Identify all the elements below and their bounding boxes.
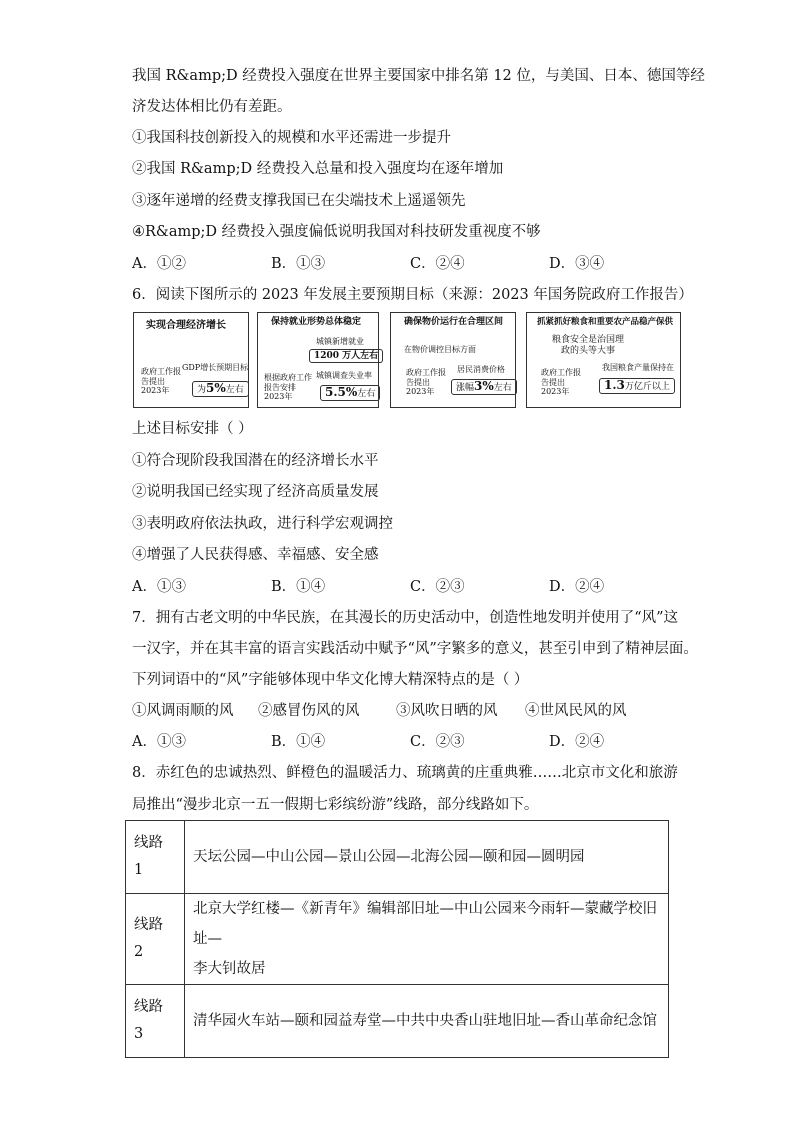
q6-after: 上述目标安排（ ） [132, 421, 253, 437]
panel-title: 实现合理经济增长 [146, 320, 226, 331]
q7-item-1: ①风调雨顺的风 [132, 703, 234, 719]
table-row [126, 985, 669, 1058]
q5-item-3: ③逐年递增的经费支撑我国已在尖端技术上遥遥领先 [132, 193, 466, 209]
panel-sub: 在物价调控目标方面 [404, 345, 476, 354]
panel-value-box-b: 5.5%左右 [320, 385, 380, 401]
panel-value-box-a: 1200 万人左右 [309, 349, 383, 363]
goal-panel-growth [133, 312, 249, 408]
panel-label-a: 城镇新增就业 [316, 337, 364, 346]
q5-option-a: A．①② [132, 256, 186, 272]
q5-option-d: D．③④ [549, 256, 605, 272]
q5-option-b: B．①③ [271, 256, 326, 272]
panel-title: 确保物价运行在合理区间 [404, 317, 504, 327]
route-stops: 清华园火车站—颐和园益寿堂—中共中央香山驻地旧址—香山革命纪念馆 [185, 985, 669, 1058]
q7-item-3: ③风吹日晒的风 [396, 703, 498, 719]
panel-label: 居民消费价格 [457, 365, 505, 374]
route-label: 线路 3 [126, 985, 185, 1058]
q6-option-a: A．①③ [132, 579, 186, 595]
panel-label: 我国粮食产量保持在 [602, 363, 674, 372]
route-label: 线路 1 [126, 821, 185, 894]
q6-option-c: C．②③ [410, 579, 465, 595]
q5-line-1: 我国 R&amp;D 经费投入强度在世界主要国家中排名第 12 位，与美国、日本、德国等经 [132, 68, 705, 84]
panel-gov-note: 政府工作报告提出2023年 [141, 367, 181, 395]
q6-item-1: ①符合现阶段我国潜在的经济增长水平 [132, 453, 379, 469]
q6-item-2: ②说明我国已经实现了经济高质量发展 [132, 484, 379, 500]
goal-panel-prices [390, 312, 516, 408]
panel-gov-note: 根据政府工作报告安排2023年 [264, 373, 312, 401]
q7-option-b: B．①④ [271, 734, 326, 750]
goal-panel-employment [257, 312, 379, 408]
panel-title: 抓紧抓好粮食和重要农产品稳产保供 [537, 317, 674, 327]
q6-item-3: ③表明政府依法执政，进行科学宏观调控 [132, 516, 393, 532]
q6-option-d: D．②④ [549, 579, 605, 595]
panel-value-box: 1.3万亿斤以上 [599, 378, 675, 394]
q5-item-4: ④R&amp;D 经费投入强度偏低说明我国对科技研发重视度不够 [132, 224, 541, 240]
panel-value-box: 涨幅3%左右 [451, 379, 517, 395]
q5-option-c: C．②④ [410, 256, 465, 272]
q8-line-2: 局推出“漫步北京一五一假期七彩缤纷游”线路，部分线路如下。 [132, 797, 539, 813]
q7-line-1: 7．拥有古老文明的中华民族，在其漫长的历史活动中，创造性地发明并使用了“风”这 [132, 610, 679, 626]
q5-line-2: 济发达体相比仍有差距。 [132, 99, 292, 115]
q5-item-2: ②我国 R&amp;D 经费投入总量和投入强度均在逐年增加 [132, 161, 504, 177]
panel-title: 保持就业形势总体稳定 [271, 317, 362, 327]
panel-value-box: 为5%左右 [192, 381, 249, 397]
q6-stem: 6．阅读下图所示的 2023 年发展主要预期目标（来源：2023 年国务院政府工作报告） [132, 287, 693, 303]
q7-item-4: ④世风民风的风 [525, 703, 627, 719]
q8-line-1: 8．赤红色的忠诚热烈、鲜橙色的温暖活力、琉璃黄的庄重典雅……北京市文化和旅游 [132, 765, 678, 781]
table-row [126, 894, 669, 985]
q7-option-c: C．②③ [410, 734, 465, 750]
q5-item-1: ①我国科技创新投入的规模和水平还需进一步提升 [132, 130, 451, 146]
route-stops: 天坛公园—中山公园—景山公园—北海公园—颐和园—圆明园 [185, 821, 669, 894]
q6-item-4: ④增强了人民获得感、幸福感、安全感 [132, 547, 379, 563]
goal-panel-grain [526, 312, 681, 408]
panel-sub: 粮食安全是治国理政的头等大事 [551, 335, 624, 356]
q7-option-d: D．②④ [549, 734, 605, 750]
q7-item-2: ②感冒伤风的风 [258, 703, 360, 719]
panel-label: GDP增长预期目标 [182, 363, 249, 372]
panel-gov-note: 政府工作报告提出2023年 [541, 368, 581, 396]
panel-label-b: 城镇调查失业率 [316, 371, 372, 380]
table-row [126, 821, 669, 894]
q7-option-a: A．①③ [132, 734, 186, 750]
q7-line-3: 下列词语中的“风”字能够体现中华文化博大精深特点的是（ ） [132, 672, 529, 688]
q7-line-2: 一汉字，并在其丰富的语言实践活动中赋予“风”字繁多的意义，甚至引申到了精神层面。 [132, 641, 698, 657]
routes-table [125, 820, 669, 1058]
q6-option-b: B．①④ [271, 579, 326, 595]
route-label: 线路 2 [126, 894, 185, 985]
panel-gov-note: 政府工作报告提出2023年 [406, 368, 446, 396]
route-stops: 北京大学红楼—《新青年》编辑部旧址—中山公园来今雨轩—蒙藏学校旧址— 李大钊故居 [185, 894, 669, 985]
